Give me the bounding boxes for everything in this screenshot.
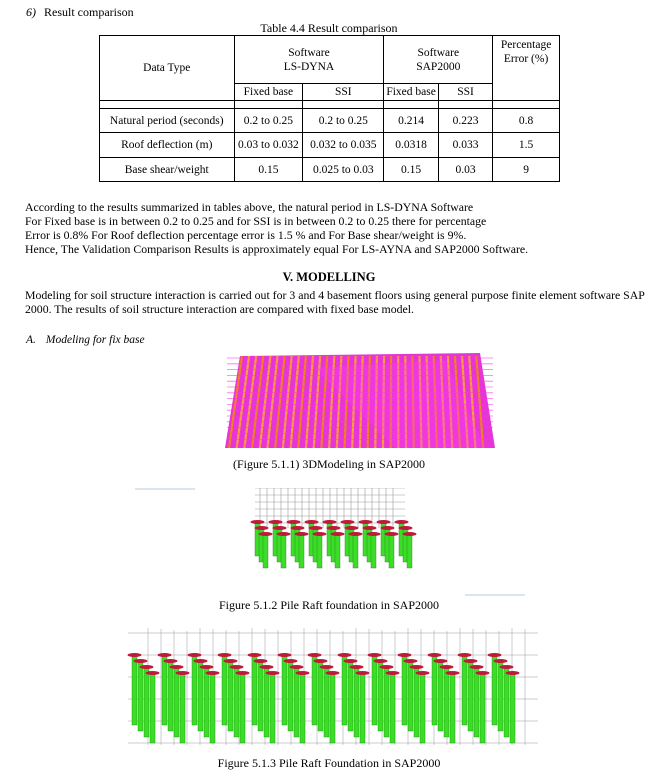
pile-raft-foundation-image bbox=[118, 625, 543, 753]
pile-cap bbox=[446, 671, 460, 675]
pile-cap bbox=[345, 526, 359, 530]
paragraph-line: Modeling for soil structure interaction is carried out for 3 and 4 basement floors using general purpose finite element software SAP bbox=[25, 288, 645, 302]
subheader-fixed-base-sap: Fixed base bbox=[384, 84, 438, 101]
pile-cap bbox=[194, 659, 208, 663]
pile-cap bbox=[377, 520, 391, 524]
cell-value: 0.025 to 0.03 bbox=[303, 158, 384, 182]
pile bbox=[371, 534, 376, 568]
cell-value: 0.2 to 0.25 bbox=[234, 109, 303, 133]
results-paragraph bbox=[25, 200, 645, 256]
table-row bbox=[100, 109, 560, 133]
pile-cap bbox=[326, 671, 340, 675]
pile bbox=[258, 661, 263, 731]
pile-cap bbox=[170, 665, 184, 669]
subheading-letter: A. bbox=[26, 334, 36, 346]
pile-cap bbox=[260, 665, 274, 669]
pile-cap bbox=[305, 520, 319, 524]
pile-cap bbox=[374, 659, 388, 663]
result-comparison-table bbox=[99, 35, 560, 182]
pile bbox=[264, 667, 269, 737]
pile bbox=[324, 667, 329, 737]
table-title: Table 4.4 Result comparison bbox=[260, 21, 398, 35]
cell-value: 0.03 bbox=[438, 158, 492, 182]
pile bbox=[348, 661, 353, 731]
pile-cap bbox=[404, 659, 418, 663]
subheading-title: Modeling for fix base bbox=[45, 334, 145, 346]
subheader-ssi-lsdyna: SSI bbox=[303, 84, 384, 101]
pile-cap bbox=[386, 671, 400, 675]
pile-cap bbox=[338, 653, 352, 657]
subheader-fixed-base-lsdyna: Fixed base bbox=[234, 84, 303, 101]
pile-cap bbox=[476, 671, 490, 675]
pile bbox=[282, 655, 287, 725]
pile bbox=[150, 673, 155, 743]
pile bbox=[144, 667, 149, 737]
pile-cap bbox=[284, 659, 298, 663]
figure-caption-2: Figure 5.1.2 Pile Raft foundation in SAP2000 bbox=[219, 598, 439, 612]
pile-cap bbox=[349, 532, 363, 536]
pile bbox=[414, 667, 419, 737]
pile bbox=[168, 661, 173, 731]
pile-cap bbox=[273, 526, 287, 530]
pile bbox=[480, 673, 485, 743]
pile-cap bbox=[359, 520, 373, 524]
pile bbox=[300, 673, 305, 743]
pile bbox=[354, 667, 359, 737]
pile bbox=[288, 661, 293, 731]
cell-value: 0.2 to 0.25 bbox=[303, 109, 384, 133]
pile bbox=[360, 673, 365, 743]
pile-cap bbox=[218, 653, 232, 657]
paragraph-line: Hence, The Validation Comparison Results is approximately equal For LS-AYNA and SAP2000 Software. bbox=[25, 242, 529, 256]
pile bbox=[432, 655, 437, 725]
pile bbox=[252, 655, 257, 725]
pile-cap bbox=[291, 526, 305, 530]
pile-cap bbox=[259, 532, 273, 536]
pile-cap bbox=[385, 532, 399, 536]
pile bbox=[450, 673, 455, 743]
pile bbox=[198, 661, 203, 731]
pile-cap bbox=[290, 665, 304, 669]
pile bbox=[192, 655, 197, 725]
pile-cap bbox=[158, 653, 172, 657]
pile-cap bbox=[269, 520, 283, 524]
row-label: Natural period (seconds) bbox=[100, 109, 235, 133]
subsection-title: Result comparison bbox=[44, 5, 134, 19]
cell-value: 0.214 bbox=[384, 109, 438, 133]
table-row bbox=[100, 133, 560, 158]
pile-cap bbox=[500, 665, 514, 669]
pile-cap bbox=[327, 526, 341, 530]
pile-cap bbox=[494, 659, 508, 663]
pile bbox=[335, 534, 340, 568]
pile bbox=[510, 673, 515, 743]
spacer-cell bbox=[384, 101, 438, 109]
pile bbox=[210, 673, 215, 743]
pile bbox=[270, 673, 275, 743]
pile-cap bbox=[278, 653, 292, 657]
pile bbox=[462, 655, 467, 725]
figure-pile-raft-1 bbox=[135, 488, 525, 596]
cell-value: 0.15 bbox=[234, 158, 303, 182]
pile bbox=[174, 667, 179, 737]
pile-cap bbox=[416, 671, 430, 675]
pile-cap bbox=[309, 526, 323, 530]
pile bbox=[390, 673, 395, 743]
header-ls-dyna: Software LS-DYNA bbox=[234, 36, 384, 84]
pile bbox=[504, 667, 509, 737]
paragraph-line: According to the results summarized in tables above, the natural period in LS-DYNA Software bbox=[25, 200, 474, 214]
pile-cap bbox=[356, 671, 370, 675]
pile-cap bbox=[350, 665, 364, 669]
pile bbox=[240, 673, 245, 743]
pile-cap bbox=[134, 659, 148, 663]
pile bbox=[372, 655, 377, 725]
pile-cap bbox=[296, 671, 310, 675]
sap2000-3d-model-image bbox=[195, 348, 495, 458]
pile-cap bbox=[488, 653, 502, 657]
pile bbox=[180, 673, 185, 743]
spacer-cell bbox=[303, 101, 384, 109]
spacer-cell bbox=[493, 101, 560, 109]
cell-value: 0.03 to 0.032 bbox=[234, 133, 303, 158]
pile bbox=[492, 655, 497, 725]
pile bbox=[384, 667, 389, 737]
pile-cap bbox=[367, 532, 381, 536]
pile-cap bbox=[146, 671, 160, 675]
pile-cap bbox=[344, 659, 358, 663]
cell-value: 0.223 bbox=[438, 109, 492, 133]
cell-value: 0.15 bbox=[384, 158, 438, 182]
cell-value: 9 bbox=[493, 158, 560, 182]
pile-cap bbox=[188, 653, 202, 657]
modelling-paragraph bbox=[25, 288, 645, 316]
pile-cap bbox=[398, 653, 412, 657]
pile-cap bbox=[295, 532, 309, 536]
row-label: Roof deflection (m) bbox=[100, 133, 235, 158]
pile-cap bbox=[363, 526, 377, 530]
pile bbox=[234, 667, 239, 737]
pile bbox=[204, 667, 209, 737]
subheader-ssi-sap: SSI bbox=[438, 84, 492, 101]
pile bbox=[498, 661, 503, 731]
subsection-number: 6) bbox=[26, 5, 36, 19]
cell-value: 0.8 bbox=[493, 109, 560, 133]
subheading-modeling-fix-base bbox=[26, 334, 145, 346]
pile bbox=[342, 655, 347, 725]
table-row bbox=[100, 158, 560, 182]
pile-cap bbox=[323, 520, 337, 524]
pile bbox=[222, 655, 227, 725]
cell-value: 1.5 bbox=[493, 133, 560, 158]
pile bbox=[132, 655, 137, 725]
figure-caption-1: (Figure 5.1.1) 3DModeling in SAP2000 bbox=[233, 457, 425, 471]
pile-cap bbox=[200, 665, 214, 669]
pile-cap bbox=[399, 526, 413, 530]
pile-cap bbox=[458, 653, 472, 657]
pile bbox=[389, 534, 394, 568]
pile bbox=[438, 661, 443, 731]
figure-pile-raft-2 bbox=[118, 625, 543, 753]
pile bbox=[353, 534, 358, 568]
pile-cap bbox=[266, 671, 280, 675]
pile bbox=[281, 534, 286, 568]
pile-cap bbox=[128, 653, 142, 657]
pile-cap bbox=[277, 532, 291, 536]
pile bbox=[312, 655, 317, 725]
pile-cap bbox=[410, 665, 424, 669]
pile-cap bbox=[368, 653, 382, 657]
cell-value: 0.033 bbox=[438, 133, 492, 158]
pile-cap bbox=[440, 665, 454, 669]
paragraph-line: 2000. The results of soil structure interaction are compared with fixed base model. bbox=[25, 302, 414, 316]
pile-cap bbox=[395, 520, 409, 524]
paragraph-line: Error is 0.8% For Roof deflection percentage error is 1.5 % and For Base shear/weight is 9%. bbox=[25, 228, 467, 242]
pile-cap bbox=[313, 532, 327, 536]
pile bbox=[408, 661, 413, 731]
pile-cap bbox=[176, 671, 190, 675]
pile-cap bbox=[248, 653, 262, 657]
pile-cap bbox=[470, 665, 484, 669]
pile bbox=[402, 655, 407, 725]
pile bbox=[162, 655, 167, 725]
pile bbox=[317, 534, 322, 568]
pile-cap bbox=[434, 659, 448, 663]
pile bbox=[378, 661, 383, 731]
subsection-heading bbox=[26, 5, 134, 20]
row-label: Base shear/weight bbox=[100, 158, 235, 182]
pile-cap bbox=[314, 659, 328, 663]
pile-cap bbox=[506, 671, 520, 675]
pile-cap bbox=[287, 520, 301, 524]
pile-cap bbox=[224, 659, 238, 663]
cell-value: 0.0318 bbox=[384, 133, 438, 158]
pile bbox=[318, 661, 323, 731]
paragraph-line: For Fixed base is in between 0.2 to 0.25 and for SSI is in between 0.2 to 0.25 there for percentage bbox=[25, 214, 487, 228]
pile-cap bbox=[251, 520, 265, 524]
header-percentage-error: Percentage Error (%) bbox=[493, 36, 560, 101]
spacer-cell bbox=[234, 101, 303, 109]
pile-cap bbox=[230, 665, 244, 669]
pile bbox=[263, 534, 268, 568]
pile-cap bbox=[341, 520, 355, 524]
pile-cap bbox=[428, 653, 442, 657]
pile-cap bbox=[140, 665, 154, 669]
pile-cap bbox=[403, 532, 417, 536]
header-data-type: Data Type bbox=[100, 36, 235, 101]
pile-cap bbox=[254, 659, 268, 663]
cell-value: 0.032 to 0.035 bbox=[303, 133, 384, 158]
pile bbox=[138, 661, 143, 731]
pile bbox=[468, 661, 473, 731]
pile bbox=[299, 534, 304, 568]
figure-3d-model bbox=[195, 348, 495, 458]
pile-cap bbox=[381, 526, 395, 530]
spacer-cell bbox=[438, 101, 492, 109]
pile-cap bbox=[206, 671, 220, 675]
pile-cap bbox=[464, 659, 478, 663]
pile bbox=[444, 667, 449, 737]
pile bbox=[474, 667, 479, 737]
header-sap2000: Software SAP2000 bbox=[384, 36, 493, 84]
pile bbox=[407, 534, 412, 568]
section-heading-modelling: V. MODELLING bbox=[282, 270, 376, 284]
pile-cap bbox=[320, 665, 334, 669]
pile-raft-model-image bbox=[135, 488, 525, 596]
pile-cap bbox=[331, 532, 345, 536]
figure-caption-3: Figure 5.1.3 Pile Raft Foundation in SAP2000 bbox=[217, 756, 441, 770]
pile-cap bbox=[236, 671, 250, 675]
pile bbox=[330, 673, 335, 743]
pile bbox=[228, 661, 233, 731]
pile bbox=[420, 673, 425, 743]
pile-cap bbox=[380, 665, 394, 669]
pile-cap bbox=[308, 653, 322, 657]
spacer-cell bbox=[100, 101, 235, 109]
pile bbox=[294, 667, 299, 737]
pile-cap bbox=[255, 526, 269, 530]
pile-cap bbox=[164, 659, 178, 663]
